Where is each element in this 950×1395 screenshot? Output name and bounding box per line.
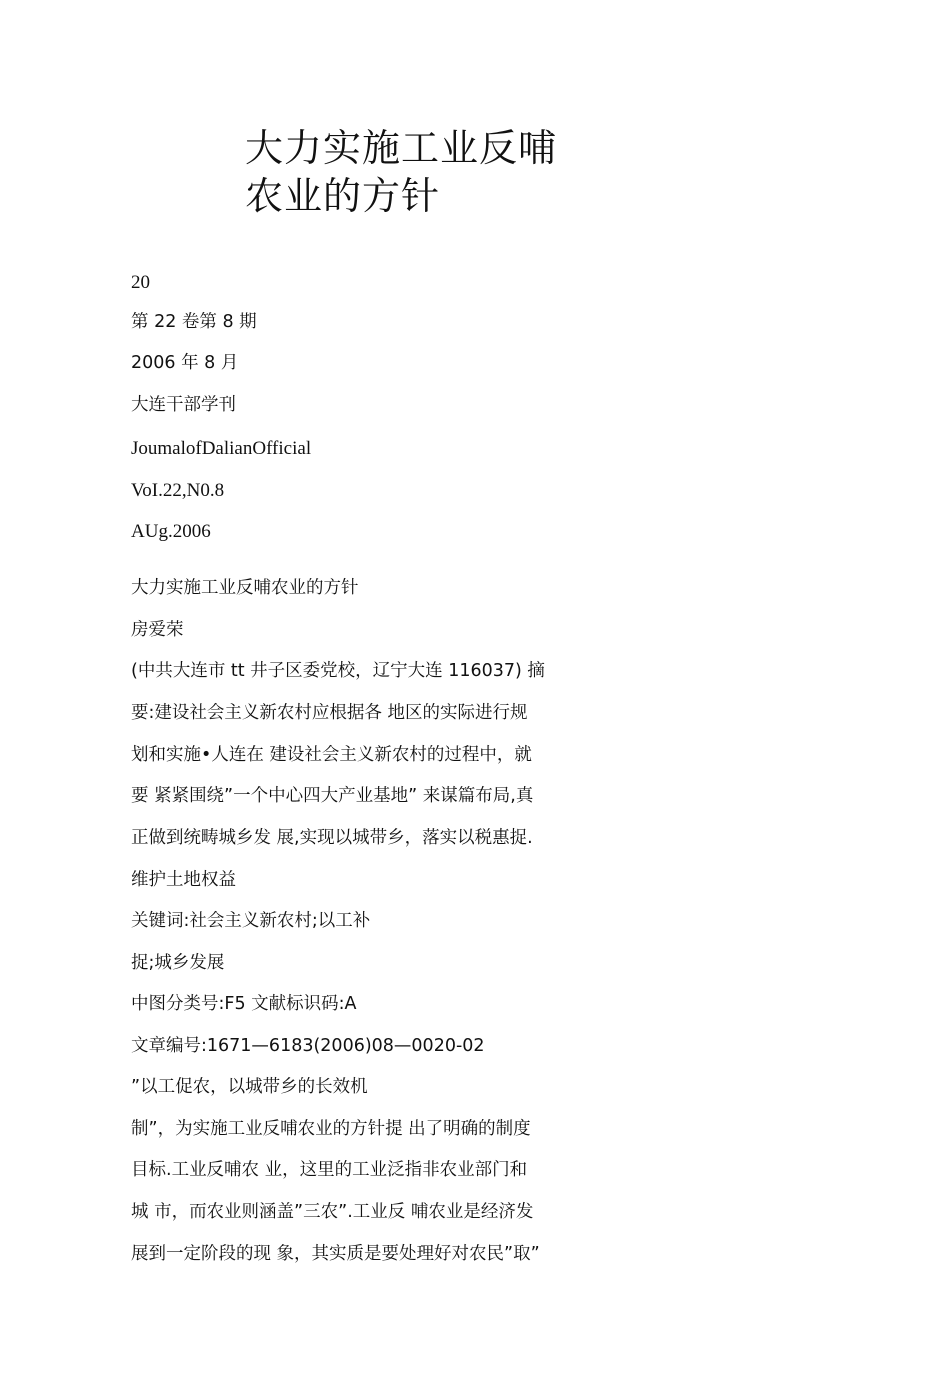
date-en: AUg.2006: [131, 521, 211, 542]
body-text-line: 目标.工业反哺农 业，这里的工业泛指非农业部门和: [131, 1160, 528, 1180]
body-text-line: 展到一定阶段的现 象，其实质是要处理好对农民”取”: [131, 1244, 540, 1264]
abstract-line: 要 紧紧围绕”一个中心四大产业基地” 来谋篇布局,真: [131, 786, 534, 806]
page-number: 20: [131, 272, 150, 293]
headline-line-2: 农业的方针: [245, 174, 441, 218]
body-text-line: 城 市，而农业则涵盖”三农”.工业反 哺农业是经济发: [131, 1202, 534, 1222]
body-text-line: ”以工促农，以城带乡的长效机: [131, 1077, 368, 1097]
abstract-line: 正做到统畴城乡发 展,实现以城带乡，落实以税惠捉.: [131, 828, 533, 848]
abstract-line: 要:建设社会主义新农村应根据各 地区的实际进行规: [131, 703, 528, 723]
headline: [245, 124, 645, 220]
abstract-line: 划和实施•人连在 建设社会主义新农村的过程中，就: [131, 745, 532, 765]
classification-line: 中图分类号:F5 文献标识码:A: [131, 994, 357, 1014]
keywords-line: 捉;城乡发展: [131, 953, 225, 973]
headline-line-1: 大力实施工业反哺: [245, 126, 558, 170]
journal-name-cn: 大连干部学刊: [131, 395, 236, 415]
keywords-line: 关键词:社会主义新农村;以工补: [131, 911, 371, 931]
abstract-line: 维护土地权益: [131, 870, 236, 890]
article-number-line: 文章编号:1671—6183(2006)08—0020-02: [131, 1036, 485, 1056]
volume-issue-cn: 第 22 卷第 8 期: [131, 312, 257, 332]
journal-name-en: JoumalofDalianOfficial: [131, 438, 312, 459]
abstract-line: (中共大连市 tt 井子区委党校，辽宁大连 116037) 摘: [131, 661, 545, 681]
date-cn: 2006 年 8 月: [131, 353, 239, 373]
article-title: 大力实施工业反哺农业的方针: [131, 578, 359, 598]
volume-issue-en: VoI.22,N0.8: [131, 480, 225, 501]
body-text-line: 制”，为实施工业反哺农业的方针提 出了明确的制度: [131, 1119, 531, 1139]
article-author: 房爱荣: [131, 620, 184, 640]
